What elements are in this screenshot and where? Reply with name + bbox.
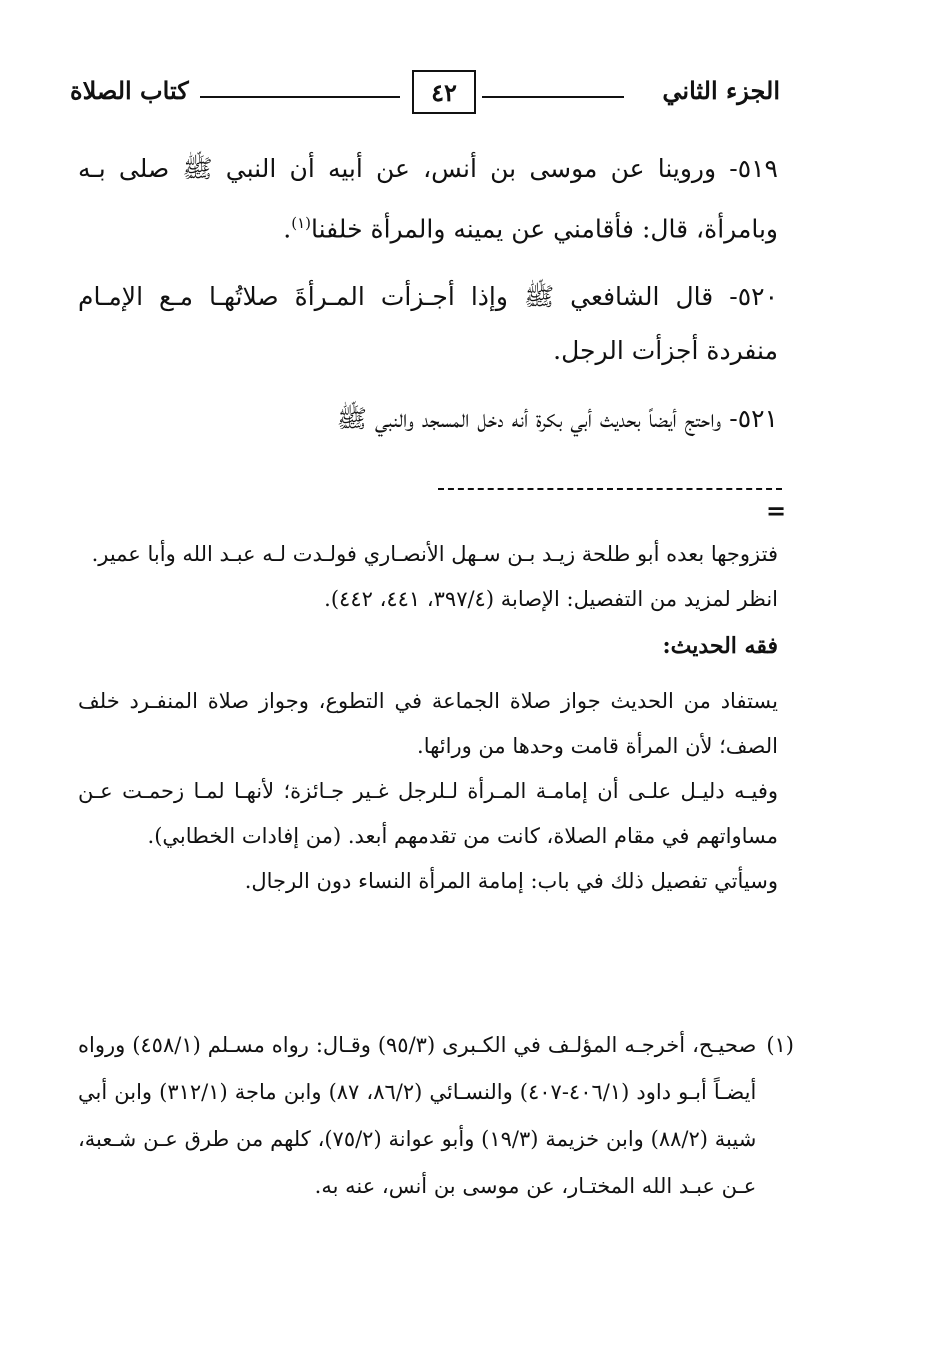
hadith-519-end: . bbox=[283, 214, 292, 244]
book-title: كتاب الصلاة bbox=[70, 76, 189, 105]
note-paragraph-3: يستفاد من الحديث جواز صلاة الجماعة في التطوع، وجواز صلاة المنفـرد خلف الصف؛ لأن المرأة قامت وحدها من ورائها. bbox=[78, 689, 778, 758]
footnote-1 bbox=[78, 1022, 794, 1210]
footnote-text: صحيـح، أخرجـه المؤلـف في الكـبرى (٩٥/٣) وقـال: رواه مسـلم (٤٥٨/١) ورواه أيضـاً أبـو داود (٤٠٦/١-٤٠٧) والنسـائي (٨٦/٢، ٨٧) وابن ماجة (٣١٢/١) وابن أبي شيبة (٨٨/٢) وابن خزيمة (١٩/٣) وأبو عوانة (٧٥/٢)، كلهم من طرق عـن شـعبة، عـن عبـد الله المختـار، عن موسى بن أنس، عنه به. bbox=[78, 1033, 757, 1198]
hadith-519-text: ٥١٩- وروينا عن موسى بن أنس، عن أبيه أن النبي ﷺ صلى بـه وبامرأة، قال: فأقامني عن يمينه والمرأة خلفنا bbox=[78, 154, 778, 244]
note-paragraph-1: فتزوجها بعده أبو طلحة زيـد بـن سـهل الأنصـاري فولـدت لـه عبـد الله وأبا عمير. bbox=[91, 542, 778, 566]
note-paragraph-2: انظر لمزيد من التفصيل: الإصابة (٣٩٧/٤، ٤٤١، ٤٤٢). bbox=[324, 587, 778, 611]
hadith-519 bbox=[78, 142, 778, 256]
header-rule-right bbox=[482, 96, 624, 98]
footnote-number: (١) bbox=[766, 1033, 794, 1057]
fiqh-heading: فقه الحديث: bbox=[662, 633, 778, 659]
running-header bbox=[70, 70, 780, 118]
notes-section bbox=[78, 532, 778, 904]
main-text bbox=[78, 142, 778, 460]
note-paragraph-5: وسيأتي تفصيل ذلك في باب: إمامة المرأة النساء دون الرجال. bbox=[244, 869, 778, 893]
hadith-520: ٥٢٠- قال الشافعي ﷺ وإذا أجـزأت المـرأةَ صلاتُهـا مـع الإمـام منفردة أجزأت الرجل. bbox=[78, 282, 779, 366]
footnote-separator bbox=[438, 488, 782, 490]
footnote-ref: (١) bbox=[291, 214, 311, 232]
header-rule-left bbox=[200, 96, 400, 98]
page-number: ٤٢ bbox=[412, 70, 476, 114]
hadith-521: ٥٢١- واحتج أيضاً بحديث أبي بكرة أنه دخل المسجد والنبي ﷺ bbox=[336, 404, 778, 434]
note-paragraph-4: وفيـه دليـل علـى أن إمامـة المـرأة لـلرجل غـير جـائزة؛ لأنهـا لمـا زحمـت عـن مساواتهم في مقام الصلاة، كانت من تقدمهم أبعد. (من إفادات الخطابي). bbox=[78, 779, 778, 848]
continuation-mark: = bbox=[766, 496, 787, 525]
volume-title: الجزء الثاني bbox=[662, 76, 780, 105]
